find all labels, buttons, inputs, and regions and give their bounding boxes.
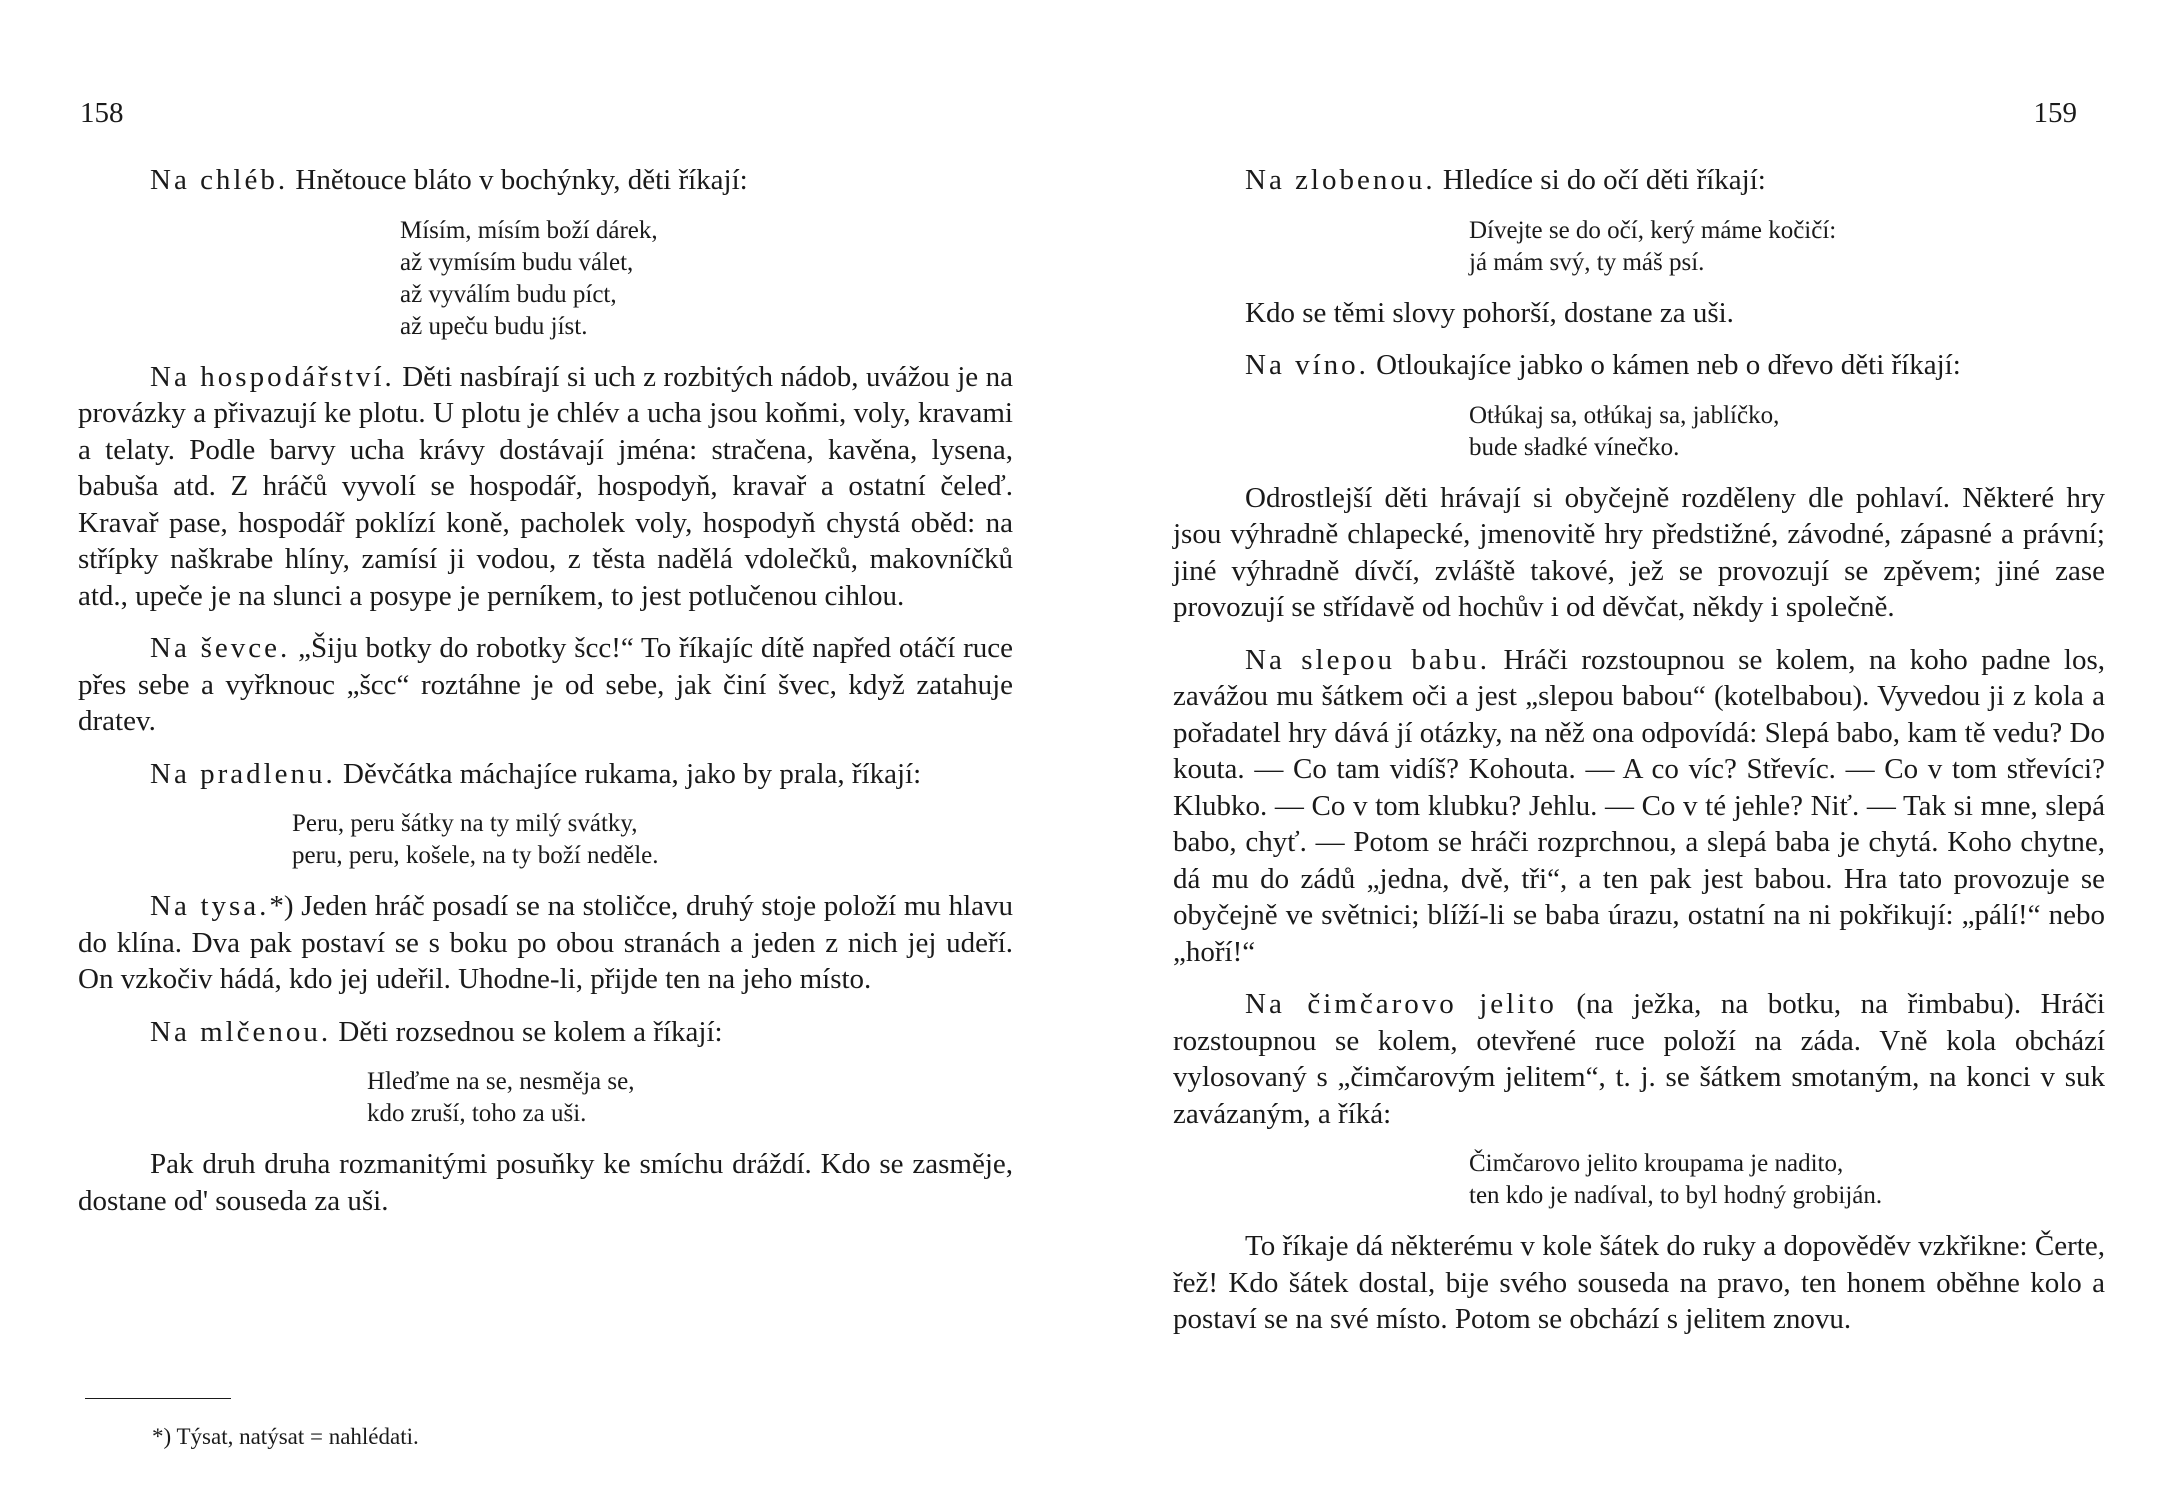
section-keyword: Na hospodářství. [150, 360, 395, 393]
footnote-rule [85, 1398, 231, 1399]
section-slepou-babu [1173, 642, 2105, 971]
section-text: Děvčátka máchajíce rukama, jako by prala, říkají: [335, 757, 922, 790]
verse-line: peru, peru, košele, na ty boží neděle. [292, 842, 659, 869]
section-text: Hledíce si do očí děti říkají: [1435, 164, 1766, 196]
section-keyword: Na slepou babu. [1245, 643, 1491, 676]
verse-vino [1173, 400, 2105, 464]
page-number-right: 159 [2033, 97, 2077, 129]
section-tysa [78, 888, 1013, 998]
left-text-column [78, 162, 1013, 1235]
footnote: *) Týsat, natýsat = nahlédati. [152, 1424, 419, 1449]
verse-line: Čimčarovo jelito kroupama je nadito, [1469, 1150, 1844, 1177]
section-text: Hnětouce bláto v bochýnky, děti říkají: [288, 164, 748, 196]
verse-line: já mám svý, ty máš psí. [1469, 248, 1705, 276]
section-sevce [78, 630, 1013, 740]
verse-line: až vyválím budu píct, [400, 280, 617, 308]
section-keyword: Na víno. [1245, 349, 1369, 381]
verse-line: ten kdo je nadíval, to byl hodný grobiján. [1469, 1182, 1883, 1209]
right-page [1081, 0, 2162, 1500]
right-text-column [1173, 162, 2105, 1354]
section-keyword: Na pradlenu. [150, 757, 336, 790]
section-mlcenou-after: Pak druh druha rozmanitými posuňky ke smíchu dráždí. Kdo se zasměje, dostane od' souseda za uši. [78, 1148, 1013, 1217]
section-keyword: Na zlobenou. [1245, 164, 1436, 196]
section-keyword: Na chléb. [150, 164, 289, 196]
section-text: „Šiju botky do robotky šcc!“ To říkajíc dítě napřed otáčí ruce přes sebe a vyřknouc „šcc“ roztáhne je od sebe, jak činí švec, když zatahuje dratev. [78, 632, 1014, 737]
section-text: *) Jeden hráč posadí se na stoličce, druhý stoje položí mu hlavu do klína. Dva pak postaví se s boku po obou stranách a jeden z nich jej udeří. On vzkočiv hádá, kdo jej udeřil. Uhodne-li, přijde ten na jeho místo. [78, 890, 1013, 995]
verse-line: Hleďme na se, nesměja se, [367, 1068, 635, 1095]
verse-line: Dívejte se do očí, kerý máme kočičí: [1469, 216, 1837, 244]
section-cimcarovo [1173, 986, 2105, 1132]
section-hospodarstvi [78, 359, 1013, 615]
verse-line: Otłúkaj sa, otłúkaj sa, jablíčko, [1469, 401, 1780, 429]
verse-zlobenou [1173, 215, 2105, 279]
verse-line: bude sładké vínečko. [1469, 433, 1680, 461]
verse-line: Mísím, mísím boží dárek, [400, 216, 658, 244]
verse-mlcenou [78, 1066, 1013, 1130]
verse-line: až vymísím budu válet, [400, 248, 634, 276]
verse-line: Peru, peru šátky na ty milý svátky, [292, 810, 638, 837]
section-chleb [78, 162, 1013, 199]
verse-line: až upeču budu jíst. [400, 312, 588, 340]
verse-chleb [78, 215, 1013, 343]
section-vino [1173, 347, 2105, 384]
section-odrostlejsi: Odrostlejší děti hrávají si obyčejně rozděleny dle pohlaví. Některé hry jsou výhradně chlapecké, jmenovitě hry předstižné, závodné, zápasné a právní; jiné výhradně dívčí, zvláště takové, jež se provozují se zpěvem; jiné zase provozují se střídavě od hochův i od děvčat, někdy i společně. [1173, 481, 2105, 623]
verse-cimcarovo [1173, 1148, 2105, 1212]
verse-line: kdo zruší, toho za uši. [367, 1100, 587, 1127]
section-text: Děti rozsednou se kolem a říkají: [331, 1015, 723, 1048]
section-text: Děti nasbírají si uch z rozbitých nádob, uvážou je na provázky a přivazují ke plotu. U plotu je chlév a ucha jsou koňmi, voly, kravami a telaty. Podle barvy ucha krávy dostávají jména: stračena, kavěna, lysena, babuša atd. Z hráčů vyvolí se hospodář, hospodyň, kravař a ostatní čeleď. Kravař pase, hospodář poklízí koně, pacholek voly, hospodyň chystá oběd: na střípky naškrabe hlíny, zamísí ji vodou, z těsta nadělá vdolečků, makovníčků atd., upeče je na slunci a posype je perníkem, to jest potlučenou cihlou. [78, 360, 1013, 612]
section-zlobenou-after: Kdo se těmi slovy pohorší, dostane za uši. [1245, 296, 1734, 329]
section-text: Otloukajíce jabko o kámen neb o dřevo děti říkají: [1368, 349, 1961, 381]
section-text: Hráči rozstoupnou se kolem, na koho padne los, zavážou mu šátkem oči a jest „slepou babou“ (kotelbabou). Vyvedou ji z kola a pořadatel hry dává jí otázky, na něž ona odpovídá: Slepá babo, kam tě vedu? Do kouta. — Co tam vidíš? Kohouta. — A co víc? Střevíc. — Co v tom střevíci? Klubko. — Co v tom klubku? Jehlu. — Co v té jehle? Niť. — Tak si mne, slepá babo, chyť. — Potom se hráči rozprchnou, a slepá baba je chytá. Koho chytne, dá mu do zádů „jedna, dvě, tři“, a ten pak jest babou. Hra tato provozuje se obyčejně ve světnici; blíží-li se baba úrazu, ostatní na ni pokřikují: „pálí!“ nebo „hoří!“ [1173, 643, 2105, 968]
section-mlcenou [78, 1014, 1013, 1051]
page-number-left: 158 [80, 97, 124, 129]
section-keyword: Na čimčarovo jelito [1245, 988, 1557, 1020]
section-zlobenou [1173, 162, 2105, 199]
verse-pradlenu [78, 808, 1013, 872]
section-keyword: Na ševce. [150, 632, 291, 664]
section-text: (na ježka, na botku, na řimbabu). Hráči rozstoupnou se kolem, otevřené ruce položí na záda. Vně kola obchází vylosovaný s „čimčarovým jelitem“, t. j. se šátkem smotaným, na konci v suk zavázaným, a říká: [1173, 988, 2105, 1130]
section-pradlenu [78, 756, 1013, 793]
section-keyword: Na mlčenou. [150, 1015, 332, 1048]
section-cimcarovo-after: To říkaje dá některému v kole šátek do ruky a dopověděv vzkřikne: Čerte, řež! Kdo šátek dostal, bije svého souseda na pravo, ten honem oběhne kolo a postaví se na své místo. Potom se obchází s jelitem znovu. [1173, 1230, 2105, 1335]
section-keyword: Na tysa. [150, 890, 270, 922]
